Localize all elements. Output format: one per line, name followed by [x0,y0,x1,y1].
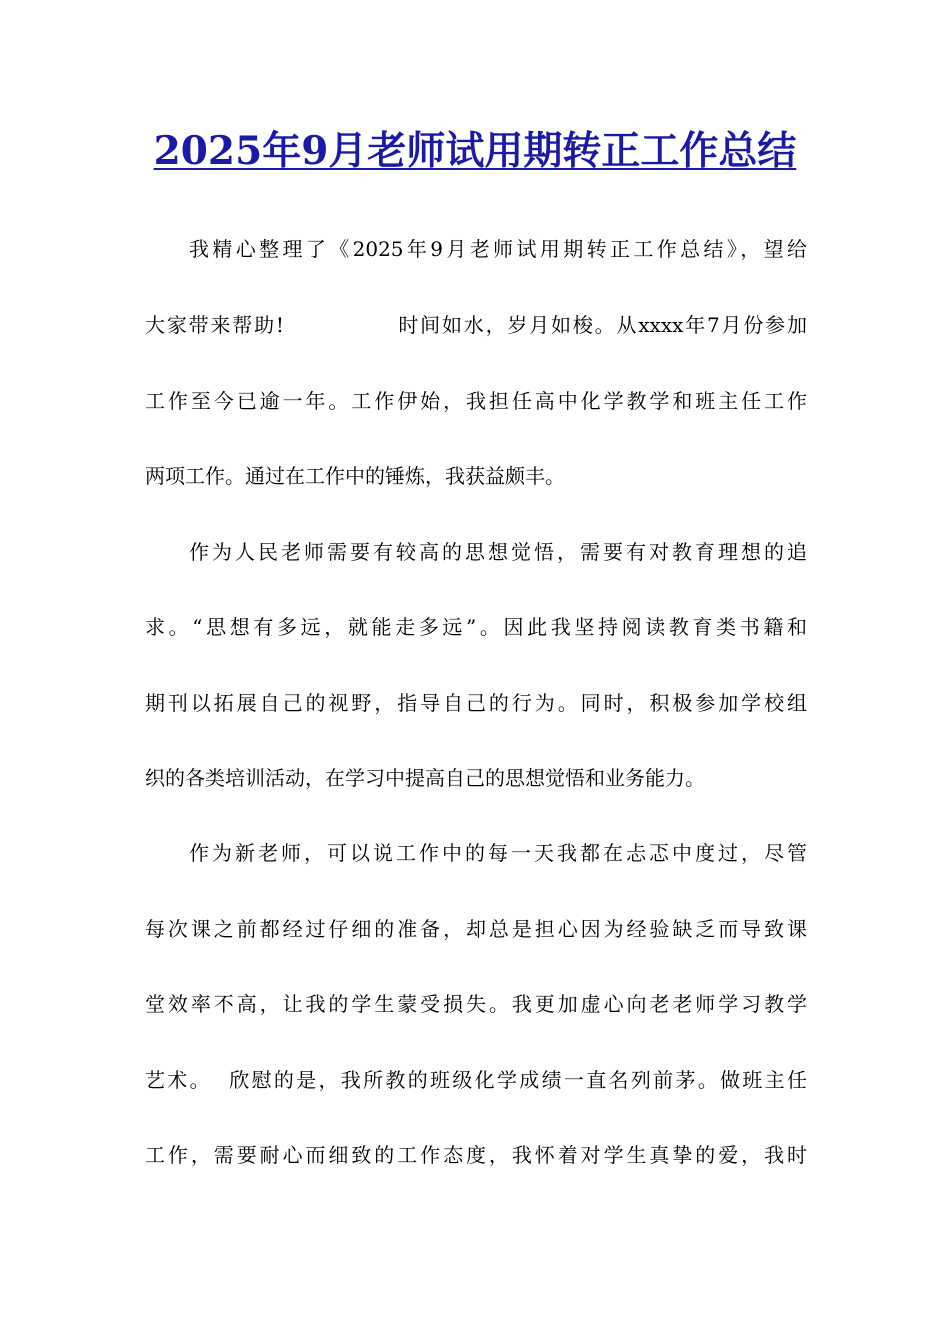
paragraph-line: 大家带来帮助! 时间如水，岁月如梭。从xxxx年7月份参加 [145,313,807,337]
paragraph-line: 织的各类培训活动，在学习中提高自己的思想觉悟和业务能力。 [145,766,705,790]
paragraph-line: 工作，需要耐心而细致的工作态度，我怀着对学生真挚的爱，我时 [145,1143,807,1167]
paragraph-line: 作为人民老师需要有较高的思想觉悟，需要有对教育理想的追 [189,540,807,564]
paragraph-line: 工作至今已逾一年。工作伊始，我担任高中化学教学和班主任工作 [145,389,807,413]
paragraph-line: 期刊以拓展自己的视野，指导自己的行为。同时，积极参加学校组 [145,691,807,715]
paragraph-line: 两项工作。通过在工作中的锤炼，我获益颇丰。 [145,464,565,488]
paragraph-line: 每次课之前都经过仔细的准备，却总是担心因为经验缺乏而导致课 [145,917,807,941]
paragraph-line: 求。“思想有多远，就能走多远”。因此我坚持阅读教育类书籍和 [145,615,807,639]
paragraph-line: 作为新老师，可以说工作中的每一天我都在忐忑中度过，尽管 [189,841,807,865]
document-title: 2025年9月老师试用期转正工作总结 [153,128,797,174]
paragraph-line: 堂效率不高，让我的学生蒙受损失。我更加虚心向老老师学习教学 [145,992,807,1016]
paragraph-line: 艺术。 欣慰的是，我所教的班级化学成绩一直名列前茅。做班主任 [145,1068,807,1092]
paragraph-line: 我精心整理了《2025年9月老师试用期转正工作总结》，望给 [189,237,807,261]
